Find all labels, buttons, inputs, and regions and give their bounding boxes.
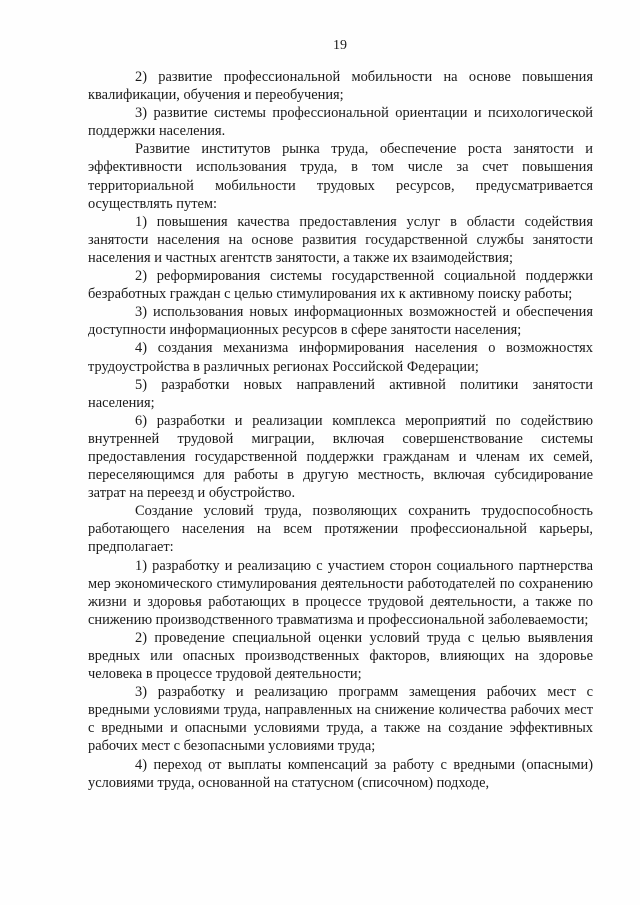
paragraph-working-conditions: Создание условий труда, позволяющих сохранить трудоспособность работающего населения на всем протяжении профессиональной карьеры, предполагает:	[88, 503, 593, 556]
paragraph-item-1: 1) повышения качества предоставления услуг в области содействия занятости населения на основе развития государственной службы занятости населения и частных агентств занятости, а также их взаимодействия;	[88, 213, 593, 266]
paragraph-labor-market: Развитие институтов рынка труда, обеспечение роста занятости и эффективности использования труда, в том числе за счет повышения территориальной мобильности трудовых ресурсов, предусматривается осуществлять путем:	[88, 141, 593, 212]
paragraph-item-1: 1) разработку и реализацию с участием сторон социального партнерства мер экономического стимулирования деятельности работодателей по сохранению жизни и здоровья работающих в процессе трудовой деятельности, а также по снижению производственного травматизма и профессиональной заболеваемости;	[88, 557, 593, 628]
paragraph-item-3: 3) развитие системы профессиональной ориентации и психологической поддержки населения.	[88, 105, 593, 140]
paragraph-item-2: 2) развитие профессиональной мобильности на основе повышения квалификации, обучения и переобучения;	[88, 69, 593, 104]
paragraph-item-6: 6) разработки и реализации комплекса мероприятий по содействию внутренней трудовой миграции, включая совершенствование системы предоставления государственной поддержки гражданам и членам их семей, переселяющимся для работы в другую местность, включая субсидирование затрат на переезд и обустройство.	[88, 412, 593, 502]
page-number: 19	[333, 38, 347, 53]
document-body	[88, 68, 593, 792]
paragraph-item-2: 2) реформирования системы государственной социальной поддержки безработных граждан с целью стимулирования их к активному поиску работы;	[88, 268, 593, 303]
paragraph-item-2: 2) проведение специальной оценки условий труда с целью выявления вредных или опасных производственных факторов, влияющих на здоровье человека в процессе трудовой деятельности;	[88, 629, 593, 683]
paragraph-item-3: 3) разработку и реализацию программ замещения рабочих мест с вредными условиями труда, направленных на снижение количества рабочих мест с вредными и опасными условиями труда, а также на создание эффективных рабочих мест с безопасными условиями труда;	[88, 684, 593, 755]
paragraph-item-5: 5) разработки новых направлений активной политики занятости населения;	[88, 376, 593, 411]
paragraph-item-3: 3) использования новых информационных возможностей и обеспечения доступности информационных ресурсов в сфере занятости населения;	[88, 304, 593, 339]
paragraph-item-4: 4) создания механизма информирования населения о возможностях трудоустройства в различных регионах Российской Федерации;	[88, 340, 593, 375]
paragraph-item-4: 4) переход от выплаты компенсаций за работу с вредными (опасными) условиями труда, основанной на статусном (списочном) подходе,	[88, 756, 593, 791]
